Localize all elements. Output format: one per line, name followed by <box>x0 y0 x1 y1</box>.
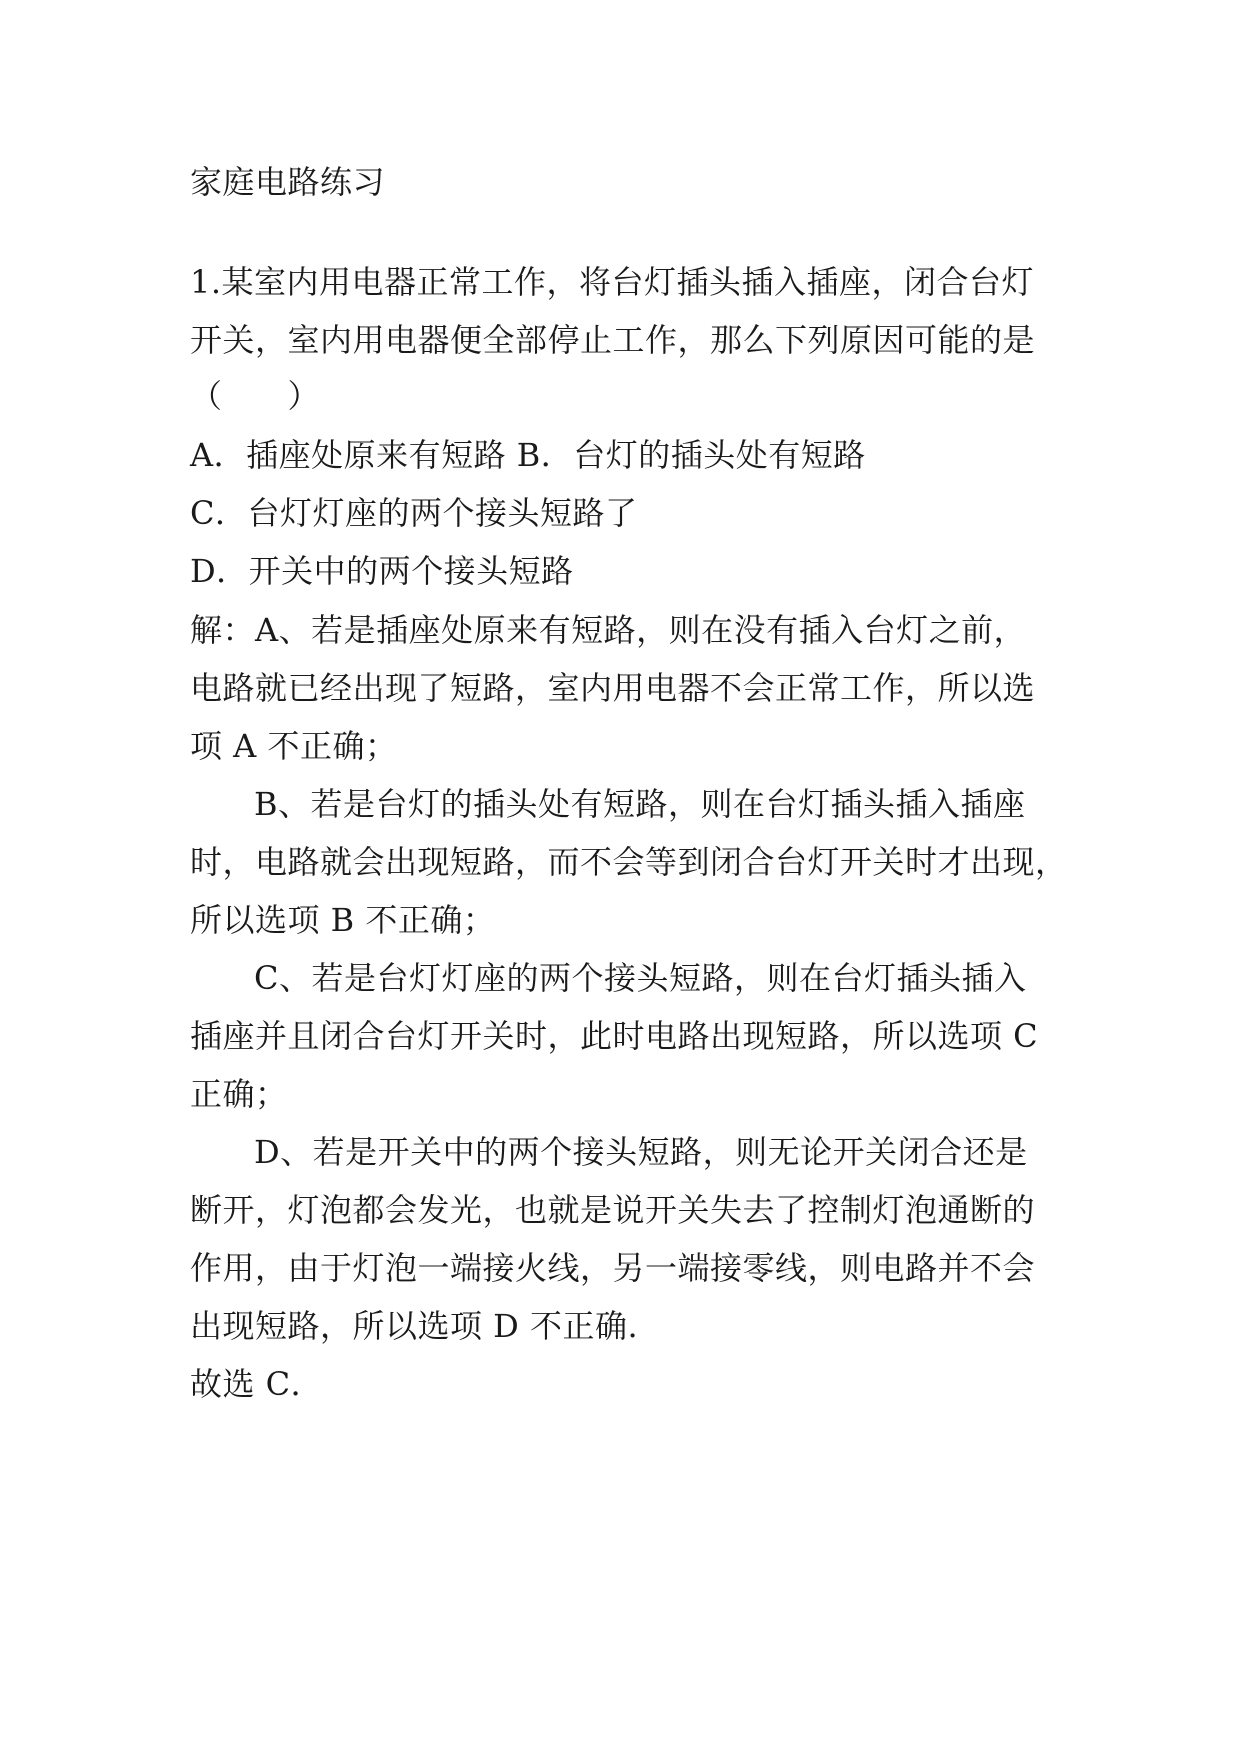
option-line-c: C．台灯灯座的两个接头短路了 <box>190 494 638 532</box>
answer-line: 故选 C． <box>190 1365 324 1403</box>
solution-a-line-1: 解：A、若是插座处原来有短路，则在没有插入台灯之前， <box>190 611 1027 649</box>
solution-a-line-3: 项 A 不正确； <box>190 727 398 765</box>
solution-d-line-2: 断开，灯泡都会发光，也就是说开关失去了控制灯泡通断的 <box>190 1191 1036 1229</box>
solution-c-line-1: C、若是台灯灯座的两个接头短路，则在台灯插头插入 <box>254 959 1027 997</box>
option-line-d: D．开关中的两个接头短路 <box>190 552 574 590</box>
solution-d-line-1: D、若是开关中的两个接头短路，则无论开关闭合还是 <box>254 1133 1028 1171</box>
option-line-ab: A．插座处原来有短路 B．台灯的插头处有短路 <box>190 436 866 474</box>
solution-b-line-2: 时，电路就会出现短路，而不会等到闭合台灯开关时才出现， <box>190 843 1068 881</box>
solution-d-line-4: 出现短路，所以选项 D 不正确. <box>190 1307 639 1345</box>
solution-b-line-3: 所以选项 B 不正确； <box>190 901 496 939</box>
solution-c-line-2: 插座并且闭合台灯开关时，此时电路出现短路，所以选项 C <box>190 1017 1039 1055</box>
solution-b-line-1: B、若是台灯的插头处有短路，则在台灯插头插入插座 <box>254 785 1026 823</box>
page-title: 家庭电路练习 <box>190 163 386 201</box>
solution-c-line-3: 正确； <box>190 1075 288 1113</box>
question-line-2: 开关，室内用电器便全部停止工作，那么下列原因可能的是 <box>190 321 1036 359</box>
solution-a-line-2: 电路就已经出现了短路，室内用电器不会正常工作，所以选 <box>190 669 1036 707</box>
solution-d-line-3: 作用，由于灯泡一端接火线，另一端接零线，则电路并不会 <box>190 1249 1036 1287</box>
question-line-3: （ ） <box>190 377 321 415</box>
question-line-1: 1.某室内用电器正常工作，将台灯插头插入插座，闭合台灯 <box>190 263 1035 301</box>
